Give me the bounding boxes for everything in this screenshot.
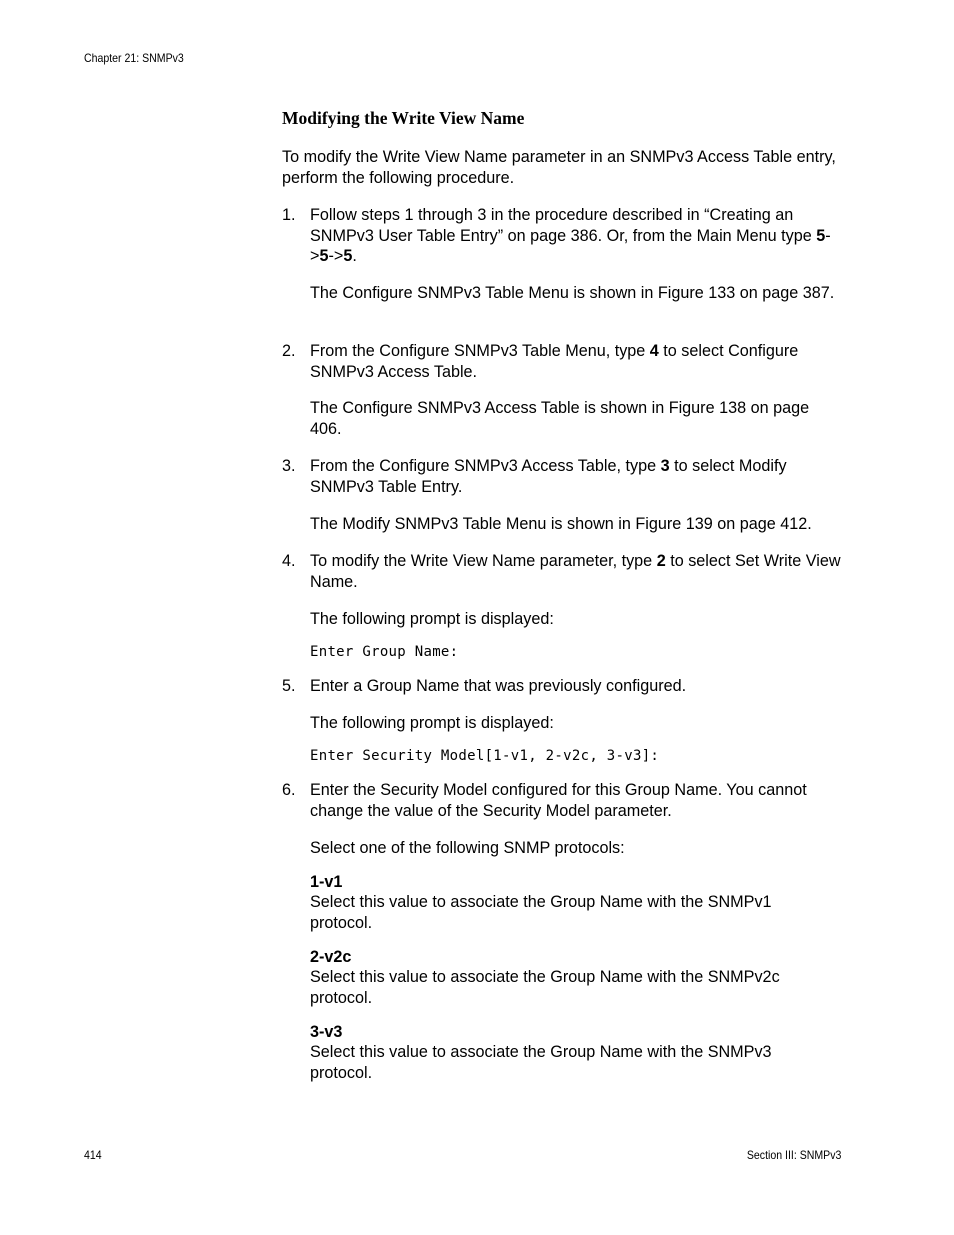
step-1-note: The Configure SNMPv3 Table Menu is shown in Figure 133 on page 387. (310, 284, 835, 302)
protocol-term-v1: 1-v1 (310, 873, 343, 891)
step-number: 2. (282, 342, 296, 360)
step-number: 5. (282, 677, 296, 695)
step-number: 4. (282, 552, 296, 570)
key-2: 2 (656, 552, 666, 570)
step-number: 6. (282, 781, 296, 799)
protocol-desc-v1: Select this value to associate the Group Name with the SNMPv1 protocol. (310, 893, 772, 932)
step-5-note: The following prompt is displayed: (310, 714, 554, 732)
step-5-text: Enter a Group Name that was previously configured. (310, 677, 687, 695)
section-heading: Modifying the Write View Name (282, 108, 525, 128)
step-4-note: The following prompt is displayed: (310, 610, 554, 628)
step-2-text: From the Configure SNMPv3 Table Menu, type 4 to select Configure SNMPv3 Access Table. (310, 342, 799, 381)
step-3-note: The Modify SNMPv3 Table Menu is shown in Figure 139 on page 412. (310, 515, 812, 533)
key-5: 5 (343, 247, 353, 265)
protocol-term-v2c: 2-v2c (310, 948, 352, 966)
page-number: 414 (84, 1148, 102, 1162)
key-4: 4 (649, 342, 659, 360)
intro-paragraph: To modify the Write View Name parameter in an SNMPv3 Access Table entry, perform the following procedure. (282, 148, 836, 187)
step-6-note: Select one of the following SNMP protocols: (310, 839, 625, 857)
step-3-text: From the Configure SNMPv3 Access Table, type 3 to select Modify SNMPv3 Table Entry. (310, 457, 787, 496)
step-number: 1. (282, 206, 296, 224)
step-4-text: To modify the Write View Name parameter, type 2 to select Set Write View Name. (310, 552, 841, 591)
step-number: 3. (282, 457, 296, 475)
prompt-group-name: Enter Group Name: (310, 644, 459, 660)
key-5: 5 (816, 226, 826, 245)
step-1-text: Follow steps 1 through 3 in the procedure described in “Creating an SNMPv3 User Table Entry” on page 386. Or, from the Main Menu type 5->5->5. (310, 206, 831, 265)
protocol-desc-v3: Select this value to associate the Group Name with the SNMPv3 protocol. (310, 1043, 772, 1082)
step-6-text: Enter the Security Model configured for this Group Name. You cannot change the value of the Security Model parameter. (310, 781, 807, 820)
key-3: 3 (660, 457, 670, 475)
key-5: 5 (319, 247, 329, 265)
protocol-term-v3: 3-v3 (310, 1023, 343, 1041)
running-header: Chapter 21: SNMPv3 (84, 51, 184, 65)
protocol-desc-v2c: Select this value to associate the Group Name with the SNMPv2c protocol. (310, 968, 780, 1007)
step-2-note: The Configure SNMPv3 Access Table is shown in Figure 138 on page 406. (310, 399, 810, 438)
prompt-security-model: Enter Security Model[1-v1, 2-v2c, 3-v3]: (310, 748, 660, 764)
running-footer: Section III: SNMPv3 (746, 1148, 841, 1162)
